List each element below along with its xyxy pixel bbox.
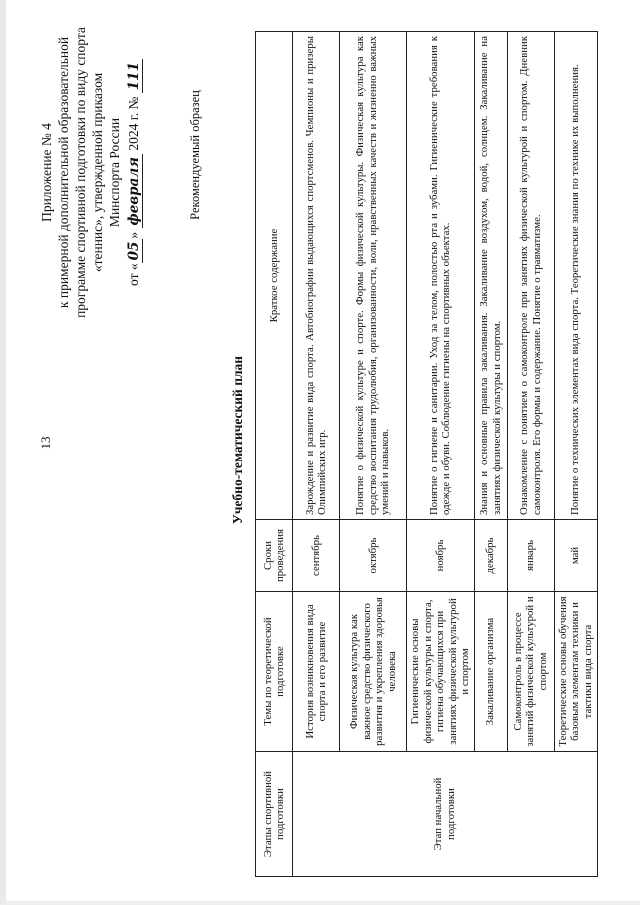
recommended-sample-label: Рекомендуемый образец <box>188 90 202 220</box>
header-term: Сроки проведения <box>256 520 293 592</box>
term-cell: сентябрь <box>293 520 340 592</box>
topic-cell: Самоконтроль в процессе занятий физической культурой и спортом <box>507 592 554 752</box>
table-row <box>407 32 475 877</box>
topic-cell: Закаливание организма <box>474 592 507 752</box>
term-cell: май <box>554 520 597 592</box>
table-row <box>474 32 507 877</box>
topic-cell: Теоретические основы обучения базовым элементам техники и тактики вида спорта <box>554 592 597 752</box>
term-cell: октябрь <box>340 520 407 592</box>
summary-cell: Понятие о физической культуре и спорте. Формы физической культуры. Физическая культура как средство воспитания трудолюбия, организованности, воли, нравственных качеств и жизненно важных умений и навыков. <box>340 32 407 520</box>
order-year: 2024 г. № <box>126 96 141 151</box>
table-row <box>554 32 597 877</box>
table-row <box>340 32 407 877</box>
header-line: к примерной дополнительной образовательной <box>56 36 71 309</box>
order-day: 05 <box>126 239 143 264</box>
header-line: программе спортивной подготовки по виду спорта <box>73 27 88 318</box>
term-cell: ноябрь <box>407 520 475 592</box>
term-cell: декабрь <box>474 520 507 592</box>
order-mid: » <box>126 231 141 239</box>
header-stage: Этапы спортивной подготовки <box>256 752 293 877</box>
order-number: 111 <box>126 59 143 93</box>
header-line: Минспорта России <box>107 117 122 228</box>
appendix-header <box>38 0 143 345</box>
stage-cell: Этап начальной подготовки <box>293 752 598 877</box>
header-topic: Темы по теоретической подготовке <box>256 592 293 752</box>
header-line: Приложение № 4 <box>39 123 54 222</box>
table-header-row <box>256 32 293 877</box>
plan-title: Учебно-тематический план <box>230 355 245 525</box>
thematic-plan-table <box>255 31 598 877</box>
header-summary: Краткое содержание <box>256 32 293 520</box>
topic-cell: История возникновения вида спорта и его развитие <box>293 592 340 752</box>
topic-cell: Гигиенические основы физической культуры и спорта, гигиена обучающихся при занятиях физической культурой и спортом <box>407 592 475 752</box>
order-line <box>125 0 143 345</box>
summary-cell: Понятие о гигиене и санитарии. Уход за телом, полостью рта и зубами. Гигиенические требования к одежде и обуви. Соблюдение гигиены на спортивных объектах. <box>407 32 475 520</box>
topic-cell: Физическая культура как важное средство физического развития и укрепления здоровья человека <box>340 592 407 752</box>
summary-cell: Ознакомление с понятием о самоконтроле при занятиях физической культурой и спортом. Дневник самоконтроля. Его формы и содержание. Понятие о травматизме. <box>507 32 554 520</box>
header-line: «теннис», утвержденной приказом <box>90 72 105 273</box>
table-row <box>507 32 554 877</box>
term-cell: январь <box>507 520 554 592</box>
page-number: 13 <box>38 436 53 450</box>
table-row <box>293 32 340 877</box>
order-month: февраля <box>126 154 143 228</box>
order-prefix: от « <box>126 263 141 286</box>
summary-cell: Знания и основные правила закаливания. Закаливание воздухом, водой, солнцем. Закаливание на занятиях физической культуры и спортом. <box>474 32 507 520</box>
summary-cell: Зарождение и развитие вида спорта. Автобиографии выдающихся спортсменов. Чемпионы и призеры Олимпийских игр. <box>293 32 340 520</box>
summary-cell: Понятие о технических элементах вида спорта. Теоретические знания по технике их выполнения. <box>554 32 597 520</box>
